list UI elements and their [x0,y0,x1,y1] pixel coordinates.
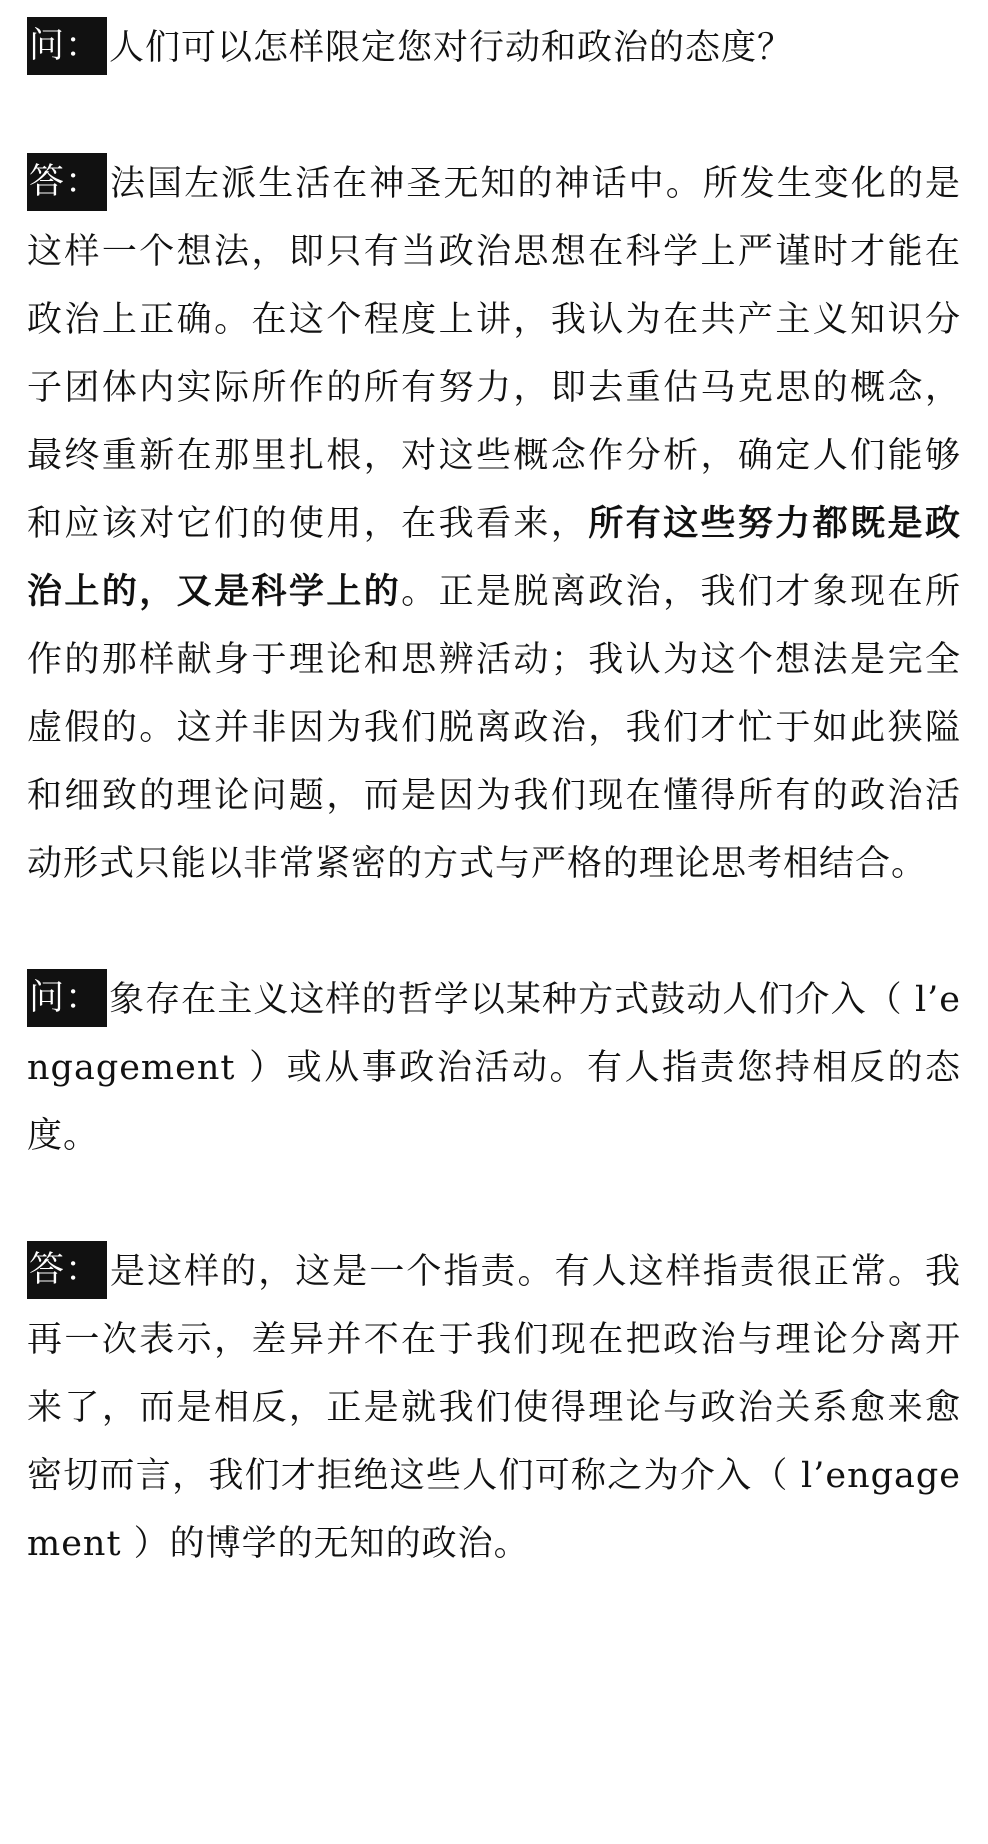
answer-2 [27,1238,961,1578]
answer-text: 法国左派生活在神圣无知的神话中。所发生变化的是这样一个想法，即只有当政治思想在科学上严谨时才能在政治上正确。在这个程度上讲，我认为在共产主义知识分子团体内实际所作的所有努力，即去重估马克思的概念，最终重新在那里扎根，对这些概念作分析，确定人们能够和应该对它们的使用，在我看来， [27,164,961,544]
question-text: 象存在主义这样的哲学以某种方式鼓动人们介入（ l’engagement ）或从事政治活动。有人指责您持相反的态度。 [27,980,961,1156]
answer-text: 是这样的，这是一个指责。有人这样指责很正常。我再一次表示，差异并不在于我们现在把政治与理论分离开来了，而是相反，正是就我们使得理论与政治关系愈来愈密切而言，我们才拒绝这些人们可称之为介入（ l’engagement ）的博学的无知的政治。 [27,1252,961,1564]
question-2 [27,966,961,1170]
question-label: 问： [27,17,107,75]
answer-label: 答： [27,153,107,211]
paragraph-gap [27,1170,961,1238]
question-text: 人们可以怎样限定您对行动和政治的态度？ [109,28,794,68]
paragraph-gap [27,898,961,966]
answer-1 [27,150,961,898]
interview-text [27,14,961,1578]
question-label: 问： [27,969,107,1027]
answer-bold-text: 所有这些努力都既是政治上的，又是科学上的 [27,503,961,612]
answer-label: 答： [27,1241,107,1299]
answer-text: 。正是脱离政治，我们才象现在所作的那样献身于理论和思辨活动；我认为这个想法是完全虚假的。这并非因为我们脱离政治，我们才忙于如此狭隘和细致的理论问题，而是因为我们现在懂得所有的政治活动形式只能以非常紧密的方式与严格的理论思考相结合。 [27,572,961,884]
paragraph-gap [27,82,961,150]
question-1 [27,14,961,82]
